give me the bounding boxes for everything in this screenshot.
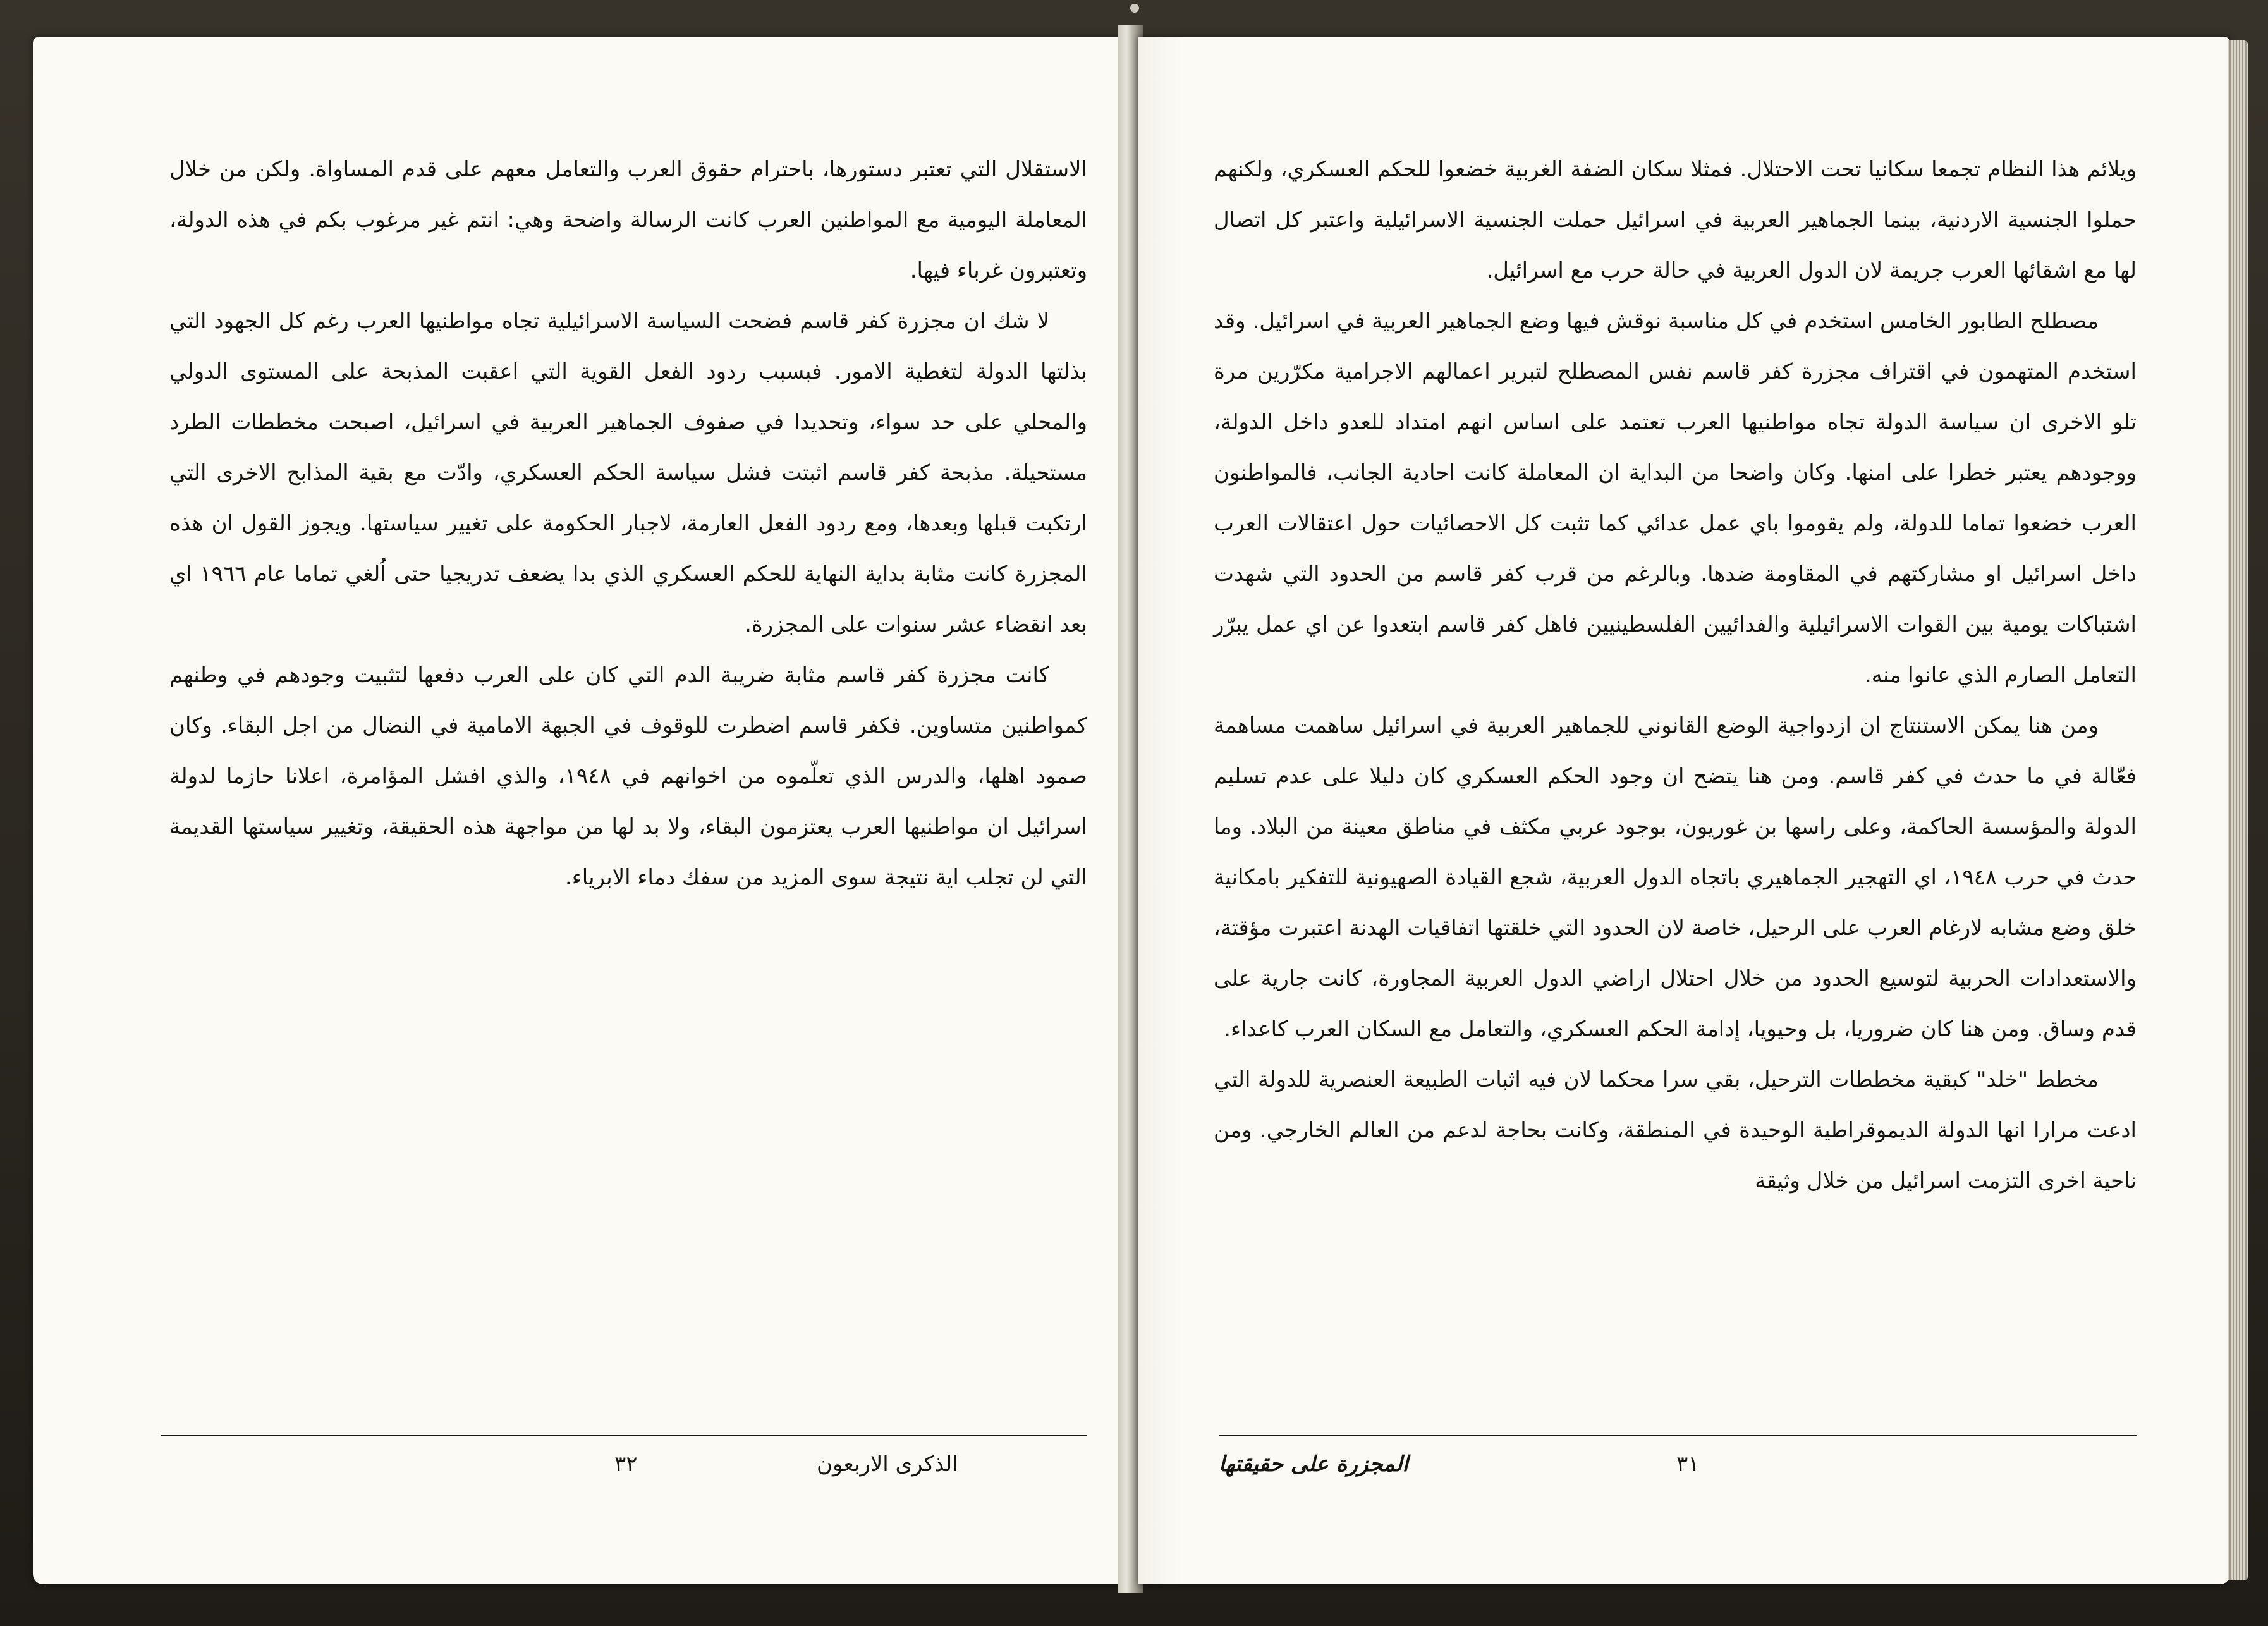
left-paragraph-2: لا شك ان مجزرة كفر قاسم فضحت السياسة الاسرائيلية تجاه مواطنيها العرب رغم كل الجهود التي بذلتها الدولة لتغطية الامور. فبسبب ردود الفعل القوية التي اعقبت المذبحة على المستوى الدولي والمحلي على حد سواء، وتحديدا في صفوف الجماهير العربية في اسرائيل، اصبحت مخططات الطرد مستحيلة. مذبحة كفر قاسم اثبتت فشل سياسة الحكم العسكري، وادّت مع بقية المذابح الاخرى التي ارتكبت قبلها وبعدها، ومع ردود الفعل العارمة، لاجبار الحكومة على تغيير سياستها. ويجوز القول ان هذه المجزرة كانت مثابة بداية النهاية للحكم العسكري الذي بدا يضعف تدريجيا حتى اُلغي تماما عام ١٩٦٦ اي بعد انقضاء عشر سنوات على المجزرة. [169, 309, 1087, 637]
left-page-number: ٣٢ [614, 1452, 638, 1477]
right-footer-title: المجزرة على حقيقتها [1219, 1452, 1408, 1477]
page-edge-stack [2228, 40, 2248, 1580]
right-paragraph-4: مخطط "خلد" كبقية مخططات الترحيل، بقي سرا محكما لان فيه اثبات الطبيعة العنصرية للدولة التي ادعت مرارا انها الدولة الديموقراطية الوحيدة في المنطقة، وكانت بحاجة لدعم من العالم الخارجي. ومن ناحية اخرى التزمت اسرائيل من خلال وثيقة [1214, 1067, 2137, 1194]
left-paragraph-3: كانت مجزرة كفر قاسم مثابة ضريبة الدم التي كان على العرب دفعها لتثبيت وجودهم في وطنهم كمواطنين متساوين. فكفر قاسم اضطرت للوقوف في الجبهة الامامية في النضال من اجل البقاء. وكان صمود اهلها، والدرس الذي تعلّموه من اخوانهم في ١٩٤٨، والذي افشل المؤامرة، اعلانا حازما لدولة اسرائيل ان مواطنيها العرب يعتزمون البقاء، ولا بد لها من مواجهة هذه الحقيقة، وتغيير سياستها القديمة التي لن تجلب اية نتيجة سوى المزيد من سفك دماء الابرياء. [169, 663, 1087, 890]
left-footer-rule [161, 1435, 1087, 1436]
right-page-body [1214, 144, 2137, 1206]
right-paragraph-2: مصطلح الطابور الخامس استخدم في كل مناسبة نوقش فيها وضع الجماهير العربية في اسرائيل. وقد استخدم المتهمون في اقتراف مجزرة كفر قاسم نفس المصطلح لتبرير اعمالهم الاجرامية مكرّرين مرة تلو الاخرى ان سياسة الدولة تجاه مواطنيها العرب تعتمد على اساس انهم امتداد للعدو داخل الدولة، ووجودهم يعتبر خطرا على امنها. وكان واضحا من البداية ان المعاملة كانت احادية الجانب، فالمواطنون العرب خضعوا تماما للدولة، ولم يقوموا باي عمل عدائي كما تثبت كل الاحصائيات حول اعتقالات العرب داخل اسرائيل او مشاركتهم في المقاومة ضدها. وبالرغم من قرب كفر قاسم من الحدود التي شهدت اشتباكات يومية بين القوات الاسرائيلية والفدائيين الفلسطينيين فاهل كفر قاسم ابتعدوا عن اي عمل يبرّر التعامل الصارم الذي عانوا منه. [1214, 309, 2137, 688]
binding-hole [1130, 4, 1139, 13]
left-page [33, 37, 1120, 1584]
right-paragraph-1: ويلائم هذا النظام تجمعا سكانيا تحت الاحتلال. فمثلا سكان الضفة الغربية خضعوا للحكم العسكري، ولكنهم حملوا الجنسية الاردنية، بينما الجماهير العربية في اسرائيل حملت الجنسية الاسرائيلية واعتبر كل اتصال لها مع اشقائها العرب جريمة لان الدول العربية في حالة حرب مع اسرائيل. [1214, 157, 2137, 283]
left-page-body [169, 144, 1087, 903]
left-footer-title: الذكرى الاربعون [817, 1452, 958, 1477]
right-page [1138, 37, 2230, 1584]
right-footer-rule [1219, 1435, 2137, 1436]
right-paragraph-3: ومن هنا يمكن الاستنتاج ان ازدواجية الوضع القانوني للجماهير العربية في اسرائيل ساهمت مساهمة فعّالة في ما حدث في كفر قاسم. ومن هنا يتضح ان وجود الحكم العسكري كان دليلا على عدم تسليم الدولة والمؤسسة الحاكمة، وعلى راسها بن غوريون، بوجود عربي مكثف في مناطق معينة من البلاد. وما حدث في حرب ١٩٤٨، اي التهجير الجماهيري باتجاه الدول العربية، شجع القيادة الصهيونية للتفكير بامكانية خلق وضع مشابه لارغام العرب على الرحيل، خاصة لان الحدود التي خلقتها اتفاقيات الهدنة اعتبرت مؤقتة، والاستعدادات الحربية لتوسيع الحدود من خلال احتلال اراضي الدول العربية المجاورة، كانت جارية على قدم وساق. ومن هنا كان ضروريا، بل وحيويا، إدامة الحكم العسكري، والتعامل مع السكان العرب كاعداء. [1214, 713, 2137, 1042]
right-page-number: ٣١ [1676, 1452, 1700, 1477]
left-paragraph-1: الاستقلال التي تعتبر دستورها، باحترام حقوق العرب والتعامل معهم على قدم المساواة. ولكن من خلال المعاملة اليومية مع المواطنين العرب كانت الرسالة واضحة وهي: انتم غير مرغوب بكم في هذه الدولة، وتعتبرون غرباء فيها. [169, 157, 1087, 283]
